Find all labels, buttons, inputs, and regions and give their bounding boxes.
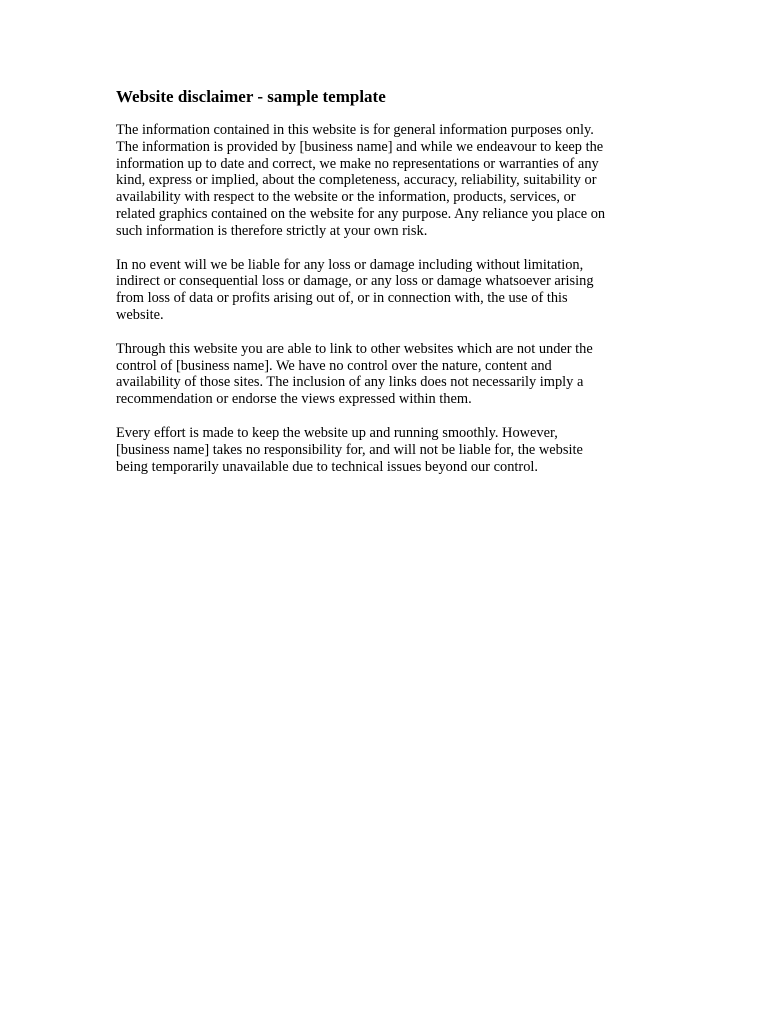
text-line: [business name] takes no responsibility for, and will not be liable for, the website [116,441,583,458]
text-line: from loss of data or profits arising out of, or in connection with, the use of this [116,290,568,307]
text-line: availability of those sites. The inclusion of any links does not necessarily imply a [116,374,584,391]
text-line: The information is provided by [business name] and while we endeavour to keep the [116,138,604,155]
text-line: kind, express or implied, about the completeness, accuracy, reliability, suitability or [116,172,597,189]
text-line: related graphics contained on the website for any purpose. Any reliance you place on [116,205,606,222]
text-line: indirect or consequential loss or damage, or any loss or damage whatsoever arising [116,273,594,290]
paragraph-availability [116,425,646,475]
text-line: availability with respect to the website or the information, products, services, or [116,189,576,206]
paragraph-liability [116,257,646,324]
text-line: website. [116,306,164,323]
text-line: Through this website you are able to link to other websites which are not under the [116,340,593,357]
document-title: Website disclaimer - sample template [116,87,386,106]
text-line: being temporarily unavailable due to technical issues beyond our control. [116,458,539,475]
text-line: Every effort is made to keep the website up and running smoothly. However, [116,424,558,441]
text-line: recommendation or endorse the views expressed within them. [116,391,472,408]
text-line: such information is therefore strictly at your own risk. [116,222,428,239]
text-line: In no event will we be liable for any loss or damage including without limitation, [116,256,584,273]
text-line: The information contained in this website is for general information purposes only. [116,122,594,138]
text-line: information up to date and correct, we make no representations or warranties of any [116,155,599,172]
document-body [116,86,646,492]
text-line: control of [business name]. We have no control over the nature, content and [116,357,552,374]
paragraph-external-links [116,341,646,408]
paragraph-general-information [116,122,646,240]
